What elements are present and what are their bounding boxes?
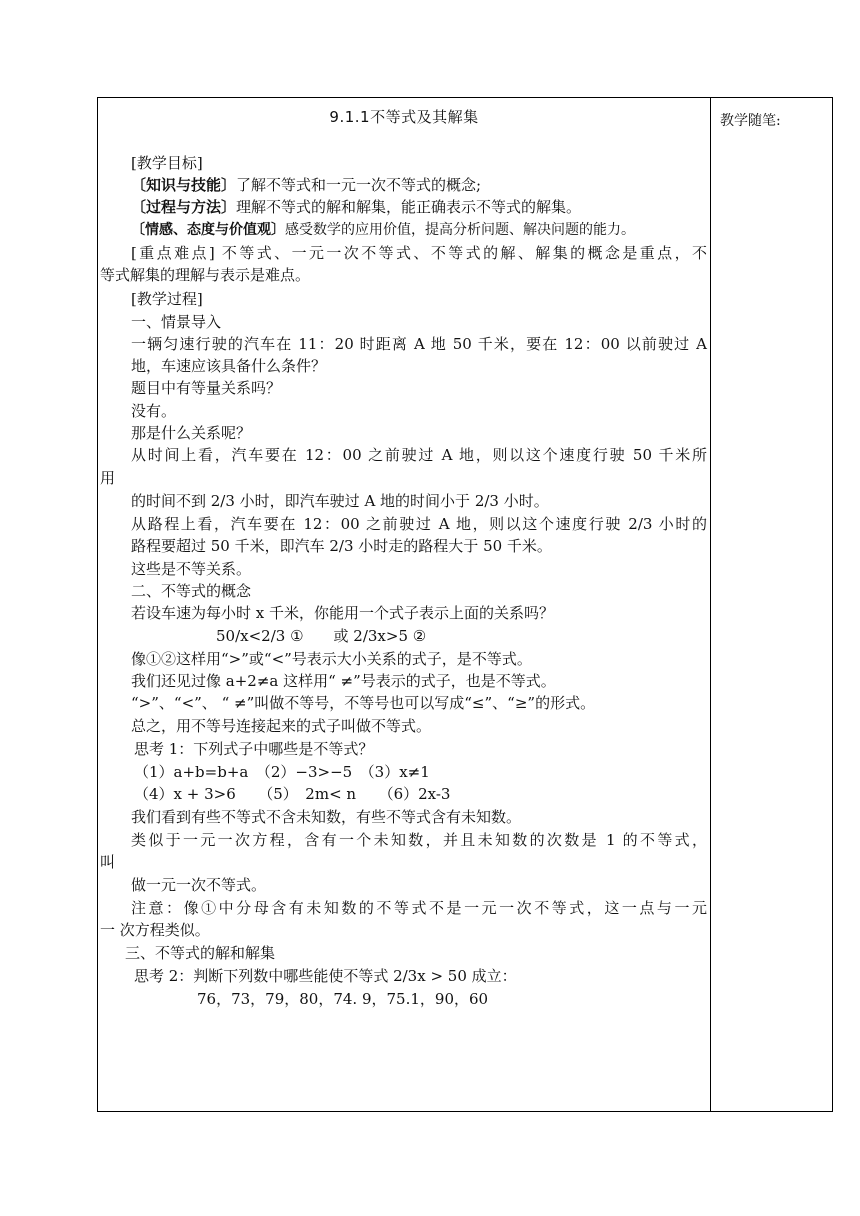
formula-line: 50/x<2/3 ① 或 2/3x>5 ② xyxy=(216,627,427,645)
paragraph-line: 做一元一次不等式。 xyxy=(131,876,267,894)
section-1-heading: 一、情景导入 xyxy=(131,313,222,331)
page-title: 9.1.1不等式及其解集 xyxy=(329,108,479,126)
paragraph-line: 没有。 xyxy=(131,402,177,420)
section-2-heading: 二、不等式的概念 xyxy=(131,582,252,600)
paragraph-line: 类似于一元一次方程，含有一个未知数，并且未知数的次数是 1 的不等式， xyxy=(131,831,707,849)
process-heading: [教学过程] xyxy=(131,290,203,308)
key-points-line: [重点难点] 不等式、一元一次不等式、不等式的解、解集的概念是重点，不 xyxy=(131,244,707,262)
note-line-2: 一 次方程类似。 xyxy=(100,921,210,939)
paragraph-line: 路程要超过 50 千米，即汽车 2/3 小时走的路程大于 50 千米。 xyxy=(131,537,552,555)
exercise-line: （1）a+b=b+a （2）−3>−5 （3）x≠1 xyxy=(134,763,430,781)
paragraph-line: 那是什么关系呢？ xyxy=(131,424,252,442)
paragraph-line: 从时间上看，汽车要在 12：00 之前驶过 A 地，则以这个速度行驶 50 千米所 xyxy=(131,446,707,464)
objectives-heading: [教学目标] xyxy=(131,154,203,172)
paragraph-line: 地，车速应该具备什么条件？ xyxy=(131,357,327,375)
paragraph-line: 总之，用不等号连接起来的式子叫做不等式。 xyxy=(131,717,432,735)
knowledge-skill-line: 〔知识与技能〕了解不等式和一元一次不等式的概念; xyxy=(131,176,482,194)
paragraph-line: 我们看到有些不等式不含未知数，有些不等式含有未知数。 xyxy=(131,808,522,826)
process-method-line: 〔过程与方法〕理解不等式的解和解集，能正确表示不等式的解集。 xyxy=(131,198,582,216)
paragraph-line: 像①②这样用“>”或“<”号表示大小关系的式子，是不等式。 xyxy=(131,650,532,668)
notes-column-frame xyxy=(710,97,833,1112)
section-3-heading: 三、不等式的解和解集 xyxy=(125,944,276,962)
think-2-question: 思考 2：判断下列数中哪些能使不等式 2/3x > 50 成立： xyxy=(134,967,517,985)
number-list: 76，73，79，80，74. 9，75.1，90，60 xyxy=(197,990,489,1008)
exercise-line: （4）x + 3>6 （5） 2m< n （6）2x-3 xyxy=(134,785,451,803)
paragraph-line: 这些是不等关系。 xyxy=(131,560,252,578)
paragraph-line: 一辆匀速行驶的汽车在 11：20 时距离 A 地 50 千米，要在 12：00 以前驶过 A xyxy=(131,335,707,353)
paragraph-line: “>”、“<”、 “ ≠”叫做不等号，不等号也可以写成“≤”、“≥”的形式。 xyxy=(131,694,596,712)
paragraph-line: 题目中有等量关系吗？ xyxy=(131,379,282,397)
paragraph-line: 从路程上看，汽车要在 12：00 之前驶过 A 地，则以这个速度行驶 2/3 小时的 xyxy=(131,515,707,533)
paragraph-line: 若设车速为每小时 x 千米，你能用一个式子表示上面的关系吗？ xyxy=(131,604,554,622)
notes-label: 教学随笔: xyxy=(720,113,781,129)
paragraph-line: 用 xyxy=(100,469,116,487)
paragraph-line: 叫 xyxy=(100,853,116,871)
note-line: 注意：像①中分母含有未知数的不等式不是一元一次不等式，这一点与一元 xyxy=(131,899,707,917)
attitude-values-line: 〔情感、态度与价值观〕感受数学的应用价值，提高分析问题、解决问题的能力。 xyxy=(131,222,635,238)
paragraph-line: 我们还见过像 a+2≠a 这样用“ ≠”号表示的式子，也是不等式。 xyxy=(131,672,556,690)
key-points-line-2: 等式解集的理解与表示是难点。 xyxy=(100,266,311,284)
think-1-question: 思考 1：下列式子中哪些是不等式？ xyxy=(134,740,374,758)
paragraph-line: 的时间不到 2/3 小时，即汽车驶过 A 地的时间小于 2/3 小时。 xyxy=(131,492,549,510)
